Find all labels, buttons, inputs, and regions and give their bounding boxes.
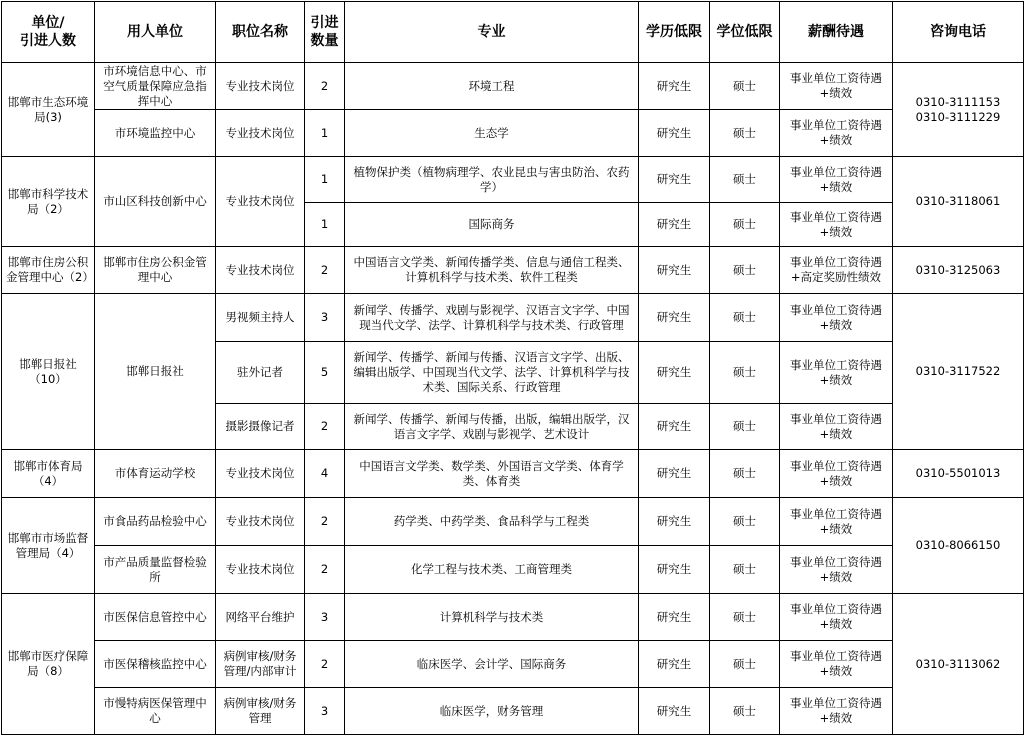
- major-cell: 化学工程与技术类、工商管理类: [345, 546, 639, 594]
- header-major: 专业: [345, 2, 639, 63]
- major-cell: 药学类、中药学类、食品科学与工程类: [345, 498, 639, 546]
- edu-cell: 研究生: [639, 641, 710, 688]
- header-salary: 薪酬待遇: [780, 2, 893, 63]
- edu-cell: 研究生: [639, 63, 710, 110]
- salary-cell: 事业单位工资待遇+绩效: [780, 110, 893, 157]
- salary-cell: 事业单位工资待遇+绩效: [780, 450, 893, 498]
- dept-cell: 邯郸市医疗保障局（8）: [2, 594, 95, 735]
- salary-cell: 事业单位工资待遇+绩效: [780, 203, 893, 247]
- salary-cell: 事业单位工资待遇+绩效: [780, 641, 893, 688]
- table-row: [2, 594, 1024, 641]
- salary-cell: 事业单位工资待遇+绩效: [780, 342, 893, 404]
- edu-cell: 研究生: [639, 294, 710, 342]
- quota-cell: 1: [305, 110, 345, 157]
- phone-cell: 0310-8066150: [893, 498, 1024, 594]
- header-quota: 引进 数量: [305, 2, 345, 63]
- major-cell: 新闻学、传播学、戏剧与影视学、汉语言文字学、中国现当代文学、法学、计算机科学与技术类、行政管理: [345, 294, 639, 342]
- edu-cell: 研究生: [639, 247, 710, 294]
- major-cell: 中国语言文学类、数学类、外国语言文学类、体育学类、体育类: [345, 450, 639, 498]
- table-row: [2, 688, 1024, 735]
- edu-cell: 研究生: [639, 498, 710, 546]
- degree-cell: 硕士: [710, 63, 780, 110]
- salary-cell: 事业单位工资待遇+绩效: [780, 404, 893, 450]
- employer-cell: 市产品质量监督检验所: [95, 546, 216, 594]
- table-row: [2, 110, 1024, 157]
- phone-cell: 0310-3117522: [893, 294, 1024, 450]
- degree-cell: 硕士: [710, 450, 780, 498]
- position-cell: 网络平台维护: [216, 594, 305, 641]
- degree-cell: 硕士: [710, 641, 780, 688]
- edu-cell: 研究生: [639, 404, 710, 450]
- edu-cell: 研究生: [639, 110, 710, 157]
- recruitment-table: [1, 1, 1024, 735]
- table-row: [2, 63, 1024, 110]
- table-row: [2, 157, 1024, 203]
- header-dept: 单位/ 引进人数: [2, 2, 95, 63]
- position-cell: 专业技术岗位: [216, 450, 305, 498]
- position-cell: 专业技术岗位: [216, 498, 305, 546]
- degree-cell: 硕士: [710, 110, 780, 157]
- table-row: [2, 498, 1024, 546]
- quota-cell: 1: [305, 203, 345, 247]
- major-cell: 临床医学，财务管理: [345, 688, 639, 735]
- salary-cell: 事业单位工资待遇+高定奖励性绩效: [780, 247, 893, 294]
- edu-cell: 研究生: [639, 546, 710, 594]
- position-cell: 专业技术岗位: [216, 247, 305, 294]
- quota-cell: 3: [305, 294, 345, 342]
- table-row: [2, 546, 1024, 594]
- salary-cell: 事业单位工资待遇+绩效: [780, 688, 893, 735]
- table-row: [2, 641, 1024, 688]
- edu-cell: 研究生: [639, 342, 710, 404]
- quota-cell: 2: [305, 641, 345, 688]
- quota-cell: 3: [305, 688, 345, 735]
- dept-cell: 邯郸市市场监督管理局（4）: [2, 498, 95, 594]
- major-cell: 中国语言文学类、新闻传播学类、信息与通信工程类、计算机科学与技术类、软件工程类: [345, 247, 639, 294]
- degree-cell: 硕士: [710, 404, 780, 450]
- degree-cell: 硕士: [710, 157, 780, 203]
- quota-cell: 2: [305, 63, 345, 110]
- degree-cell: 硕士: [710, 203, 780, 247]
- salary-cell: 事业单位工资待遇+绩效: [780, 594, 893, 641]
- degree-cell: 硕士: [710, 498, 780, 546]
- quota-cell: 2: [305, 498, 345, 546]
- degree-cell: 硕士: [710, 294, 780, 342]
- employer-cell: 邯郸日报社: [95, 294, 216, 450]
- header-phone: 咨询电话: [893, 2, 1024, 63]
- position-cell: 男视频主持人: [216, 294, 305, 342]
- position-cell: 专业技术岗位: [216, 110, 305, 157]
- employer-cell: 市医保稽核监控中心: [95, 641, 216, 688]
- quota-cell: 2: [305, 404, 345, 450]
- phone-cell: 0310-3111153 0310-3111229: [893, 63, 1024, 157]
- phone-cell: 0310-3125063: [893, 247, 1024, 294]
- major-cell: 国际商务: [345, 203, 639, 247]
- salary-cell: 事业单位工资待遇+绩效: [780, 546, 893, 594]
- employer-cell: 市慢特病医保管理中心: [95, 688, 216, 735]
- employer-cell: 市环境信息中心、市空气质量保障应急指挥中心: [95, 63, 216, 110]
- dept-cell: 邯郸日报社 （10）: [2, 294, 95, 450]
- edu-cell: 研究生: [639, 450, 710, 498]
- position-cell: 专业技术岗位: [216, 63, 305, 110]
- degree-cell: 硕士: [710, 594, 780, 641]
- quota-cell: 2: [305, 546, 345, 594]
- table-row: [2, 294, 1024, 342]
- edu-cell: 研究生: [639, 157, 710, 203]
- header-employer: 用人单位: [95, 2, 216, 63]
- employer-cell: 邯郸市住房公积金管理中心: [95, 247, 216, 294]
- phone-cell: 0310-3118061: [893, 157, 1024, 247]
- major-cell: 环境工程: [345, 63, 639, 110]
- position-cell: 专业技术岗位: [216, 546, 305, 594]
- header-row: [2, 2, 1024, 63]
- position-cell: 病例审核/财务管理: [216, 688, 305, 735]
- dept-cell: 邯郸市科学技术局（2）: [2, 157, 95, 247]
- table-row: [2, 450, 1024, 498]
- major-cell: 生态学: [345, 110, 639, 157]
- edu-cell: 研究生: [639, 203, 710, 247]
- edu-cell: 研究生: [639, 688, 710, 735]
- major-cell: 新闻学、传播学、新闻与传播、汉语言文字学、出版、编辑出版学、中国现当代文学、法学、计算机科学与技术类、国际关系、行政管理: [345, 342, 639, 404]
- salary-cell: 事业单位工资待遇+绩效: [780, 63, 893, 110]
- quota-cell: 2: [305, 247, 345, 294]
- quota-cell: 4: [305, 450, 345, 498]
- employer-cell: 市医保信息管控中心: [95, 594, 216, 641]
- position-cell: 摄影摄像记者: [216, 404, 305, 450]
- header-position: 职位名称: [216, 2, 305, 63]
- salary-cell: 事业单位工资待遇+绩效: [780, 294, 893, 342]
- employer-cell: 市山区科技创新中心: [95, 157, 216, 247]
- dept-cell: 邯郸市住房公积金管理中心（2）: [2, 247, 95, 294]
- employer-cell: 市体育运动学校: [95, 450, 216, 498]
- quota-cell: 5: [305, 342, 345, 404]
- header-degree: 学位低限: [710, 2, 780, 63]
- major-cell: 新闻学、传播学、新闻与传播，出版，编辑出版学，汉语言文字学、戏剧与影视学、艺术设计: [345, 404, 639, 450]
- employer-cell: 市食品药品检验中心: [95, 498, 216, 546]
- quota-cell: 1: [305, 157, 345, 203]
- position-cell: 专业技术岗位: [216, 157, 305, 247]
- header-edu: 学历低限: [639, 2, 710, 63]
- degree-cell: 硕士: [710, 688, 780, 735]
- salary-cell: 事业单位工资待遇+绩效: [780, 498, 893, 546]
- degree-cell: 硕士: [710, 247, 780, 294]
- quota-cell: 3: [305, 594, 345, 641]
- phone-cell: 0310-5501013: [893, 450, 1024, 498]
- edu-cell: 研究生: [639, 594, 710, 641]
- major-cell: 临床医学、会计学、国际商务: [345, 641, 639, 688]
- major-cell: 计算机科学与技术类: [345, 594, 639, 641]
- dept-cell: 邯郸市体育局 （4）: [2, 450, 95, 498]
- dept-cell: 邯郸市生态环境局(3): [2, 63, 95, 157]
- position-cell: 病例审核/财务管理/内部审计: [216, 641, 305, 688]
- salary-cell: 事业单位工资待遇+绩效: [780, 157, 893, 203]
- employer-cell: 市环境监控中心: [95, 110, 216, 157]
- position-cell: 驻外记者: [216, 342, 305, 404]
- major-cell: 植物保护类（植物病理学、农业昆虫与害虫防治、农药学）: [345, 157, 639, 203]
- degree-cell: 硕士: [710, 342, 780, 404]
- phone-cell: 0310-3113062: [893, 594, 1024, 735]
- degree-cell: 硕士: [710, 546, 780, 594]
- table-row: [2, 247, 1024, 294]
